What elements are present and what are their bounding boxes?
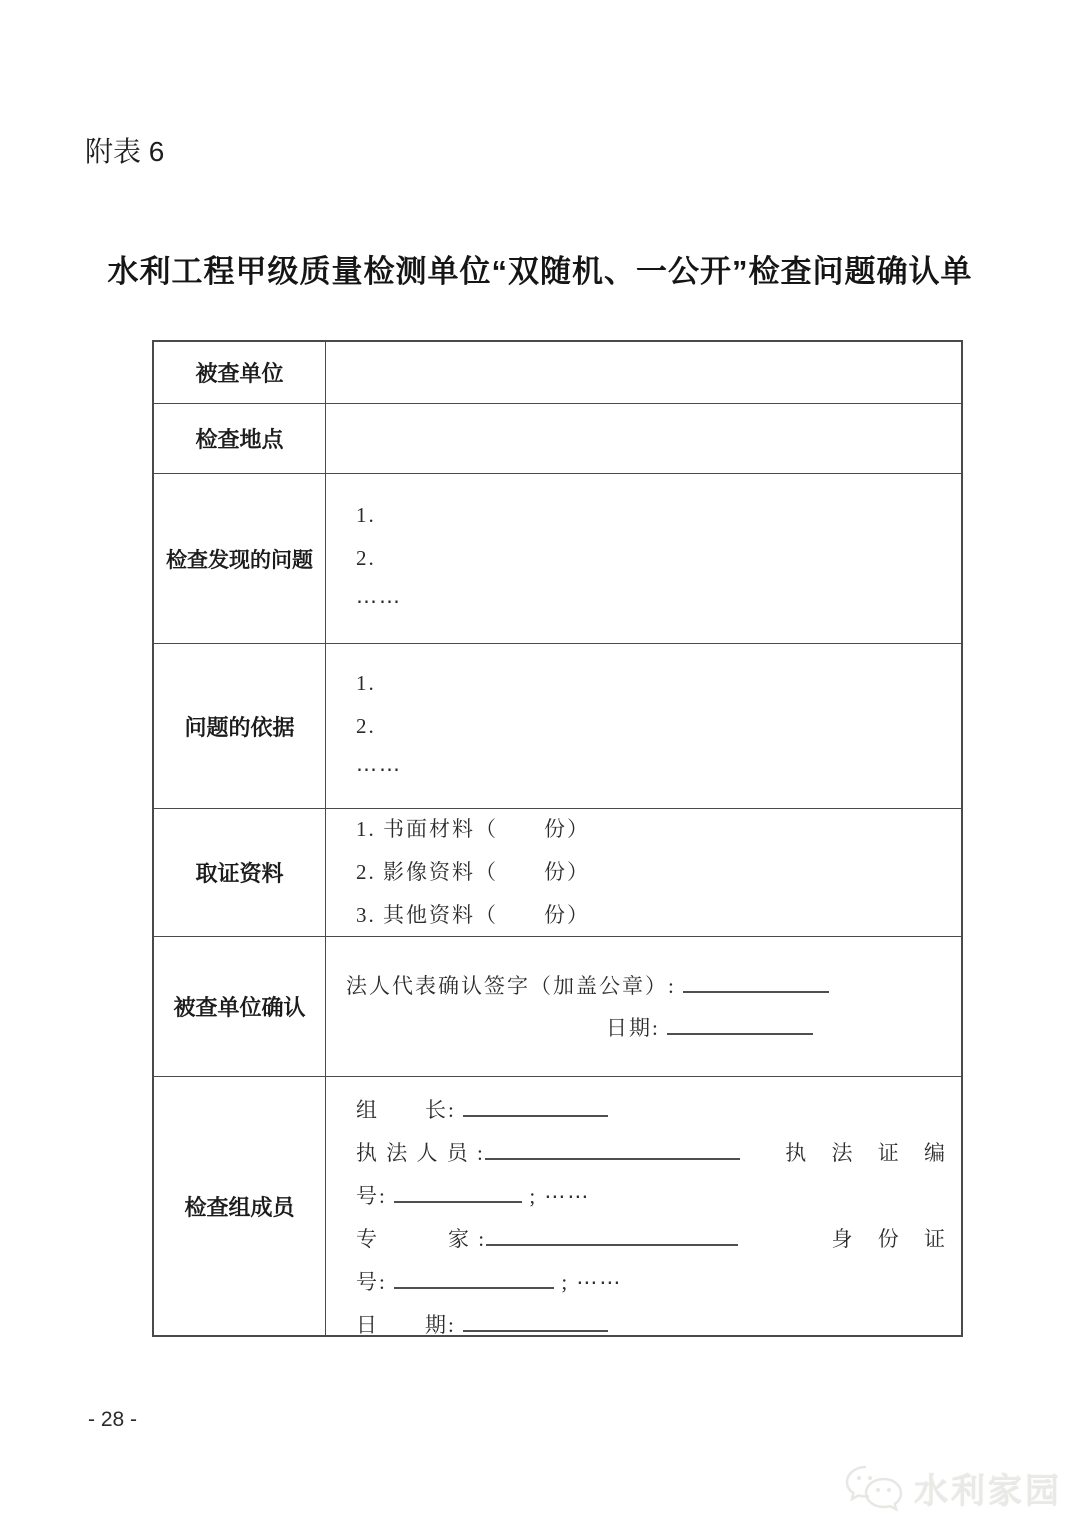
row-label: 被查单位	[154, 342, 326, 403]
enforcement-cert-label-part1: 执 法 证 编	[785, 1141, 955, 1165]
page-title: 水利工程甲级质量检测单位“双随机、一公开”检查问题确认单	[107, 254, 973, 289]
table-row-team-members	[154, 1077, 961, 1335]
team-leader-blank-field	[463, 1097, 608, 1117]
expert-label: 专 家 :	[356, 1227, 487, 1251]
id-number-blank-field	[394, 1269, 554, 1289]
list-item: 2.	[356, 713, 376, 738]
date-blank-field	[667, 1015, 813, 1035]
attachment-label: 附表 6	[85, 136, 165, 167]
list-item: 1.	[356, 670, 376, 695]
date-label: 日期:	[606, 1015, 660, 1040]
row-label: 被查单位确认	[154, 937, 326, 1076]
chat-bubbles-icon	[844, 1463, 906, 1513]
row-label: 问题的依据	[154, 644, 326, 808]
team-date-label: 日 期:	[356, 1313, 464, 1337]
row-label: 检查发现的问题	[154, 474, 326, 643]
list-item: 3. 其他资料（ 份）	[356, 903, 590, 927]
unit-confirmation-cell	[326, 937, 961, 1076]
problem-basis-cell	[326, 644, 961, 808]
row-label: 检查组成员	[154, 1077, 326, 1335]
table-row-inspected-unit	[154, 342, 961, 404]
table-row-problem-basis	[154, 644, 961, 809]
id-number-line	[356, 1261, 961, 1304]
expert-line	[356, 1218, 961, 1261]
enforcement-officer-line	[356, 1132, 961, 1175]
watermark-text: 水利家园	[914, 1472, 1062, 1511]
team-members-cell	[326, 1077, 961, 1335]
inspection-location-blank-cell	[326, 404, 961, 473]
problems-found-cell	[326, 474, 961, 643]
table-row-inspection-location	[154, 404, 961, 474]
team-date-blank-field	[463, 1312, 608, 1332]
watermark	[844, 1463, 1062, 1513]
signature-label: 法人代表确认签字（加盖公章）:	[346, 973, 676, 998]
team-leader-line	[356, 1089, 961, 1132]
date-line	[346, 1007, 961, 1049]
cert-number-label: 号:	[356, 1184, 387, 1208]
row-label: 取证资料	[154, 809, 326, 936]
page-number: - 28 -	[88, 1408, 138, 1431]
inspection-form-table	[152, 340, 963, 1337]
inspected-unit-blank-cell	[326, 342, 961, 403]
list-item: ⋯⋯	[356, 756, 402, 781]
table-row-unit-confirmation	[154, 937, 961, 1077]
table-row-evidence-materials	[154, 809, 961, 937]
row-label: 检查地点	[154, 404, 326, 473]
id-card-label-part1: 身 份 证	[831, 1227, 955, 1251]
list-item: ⋯⋯	[356, 589, 402, 613]
team-date-line	[356, 1304, 961, 1347]
list-item: 2.	[356, 546, 376, 570]
list-item: 2. 影像资料（ 份）	[356, 860, 590, 884]
enforcement-officer-label: 执 法 人 员 :	[356, 1141, 485, 1165]
enforcement-cert-number-line	[356, 1175, 961, 1218]
evidence-materials-cell	[326, 809, 961, 936]
cert-number-ellipsis: ; ⋯⋯	[529, 1184, 591, 1208]
id-number-ellipsis: ; ⋯⋯	[561, 1270, 623, 1294]
signature-blank-field	[683, 973, 829, 993]
enforcement-officer-blank-field	[485, 1140, 740, 1160]
expert-blank-field	[486, 1226, 738, 1246]
list-item: 1.	[356, 503, 376, 527]
cert-number-blank-field	[394, 1183, 522, 1203]
table-row-problems-found	[154, 474, 961, 644]
team-leader-label: 组 长:	[356, 1098, 456, 1122]
list-item: 1. 书面材料（ 份）	[356, 817, 590, 841]
signature-line	[346, 965, 961, 1007]
id-number-label: 号:	[356, 1270, 395, 1294]
